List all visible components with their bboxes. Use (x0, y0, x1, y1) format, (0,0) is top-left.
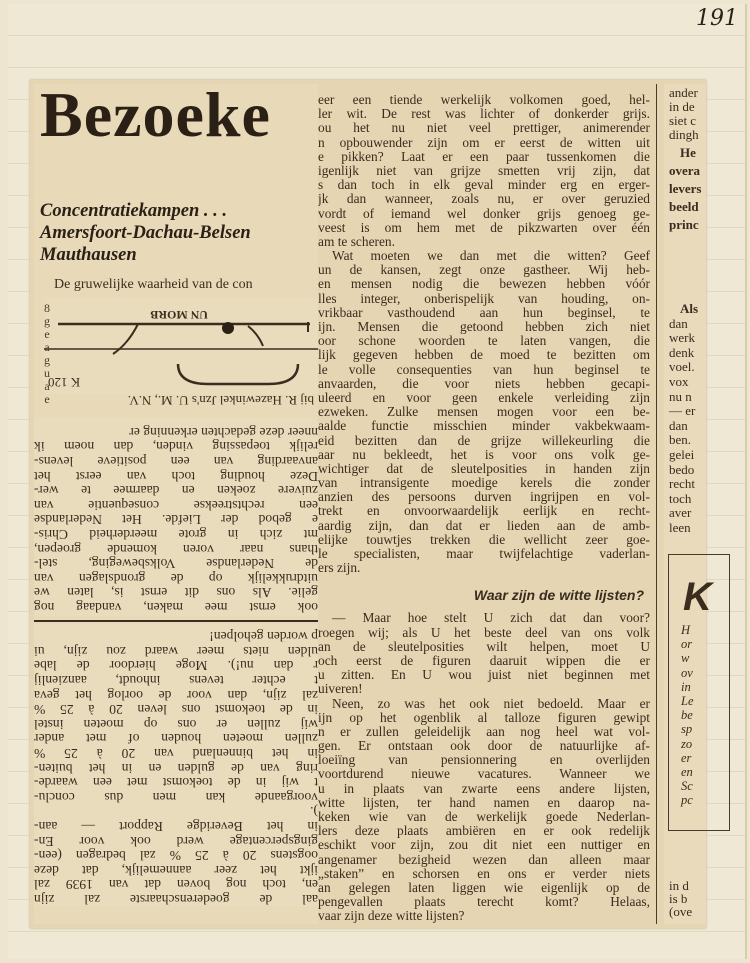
text-line: dingh (669, 127, 699, 142)
text-line: leen (669, 520, 691, 535)
text-line: — Maar hoe stelt U zich dat dan voor? (332, 610, 650, 626)
text-line: eer een tiende werkelijk volkomen goed, hel- (318, 92, 650, 107)
text-line: trekt en onvoorwaardelijk eerlijk en recht- (318, 503, 650, 519)
text-line: nneer deze gedachten erkenning er (129, 424, 318, 440)
text-line: le specialisten, maar twijfelachtige vaderlan- (318, 546, 650, 561)
text-line: en mensen nodig die bewezen hebben vóór (318, 276, 650, 292)
text-line: wij zullen er ons op moeten instel (34, 716, 318, 732)
article-title: Bezoeke (40, 79, 271, 150)
text-line: uitdrukkelijk op de grondslagen van (34, 570, 318, 586)
left-clipping (34, 79, 318, 924)
text-line: n er zullen geleidelijk aan nog heel wat vol- (318, 723, 650, 739)
text-line: lers deze plaats ambiëren en er ook redelijk (318, 823, 650, 839)
text-line: dan (669, 417, 688, 433)
text-line: an de sleutelposities wilt helpen, moet U (318, 638, 650, 654)
text-line: n opbouwender zijn om er eerst de witten uit (318, 134, 650, 150)
text-line: beeld (669, 199, 699, 214)
text-line: och eerst de figuren daaruit wippen die er (318, 652, 650, 668)
text-line: aal de goederenschaarste zal zijn (34, 892, 318, 907)
ad-text: bij R. Hazewinkel Jzn's U. M., N.V. (127, 393, 314, 408)
text-line: r dan nu!). Moge hierdoor de labe (34, 658, 318, 674)
text-line: t wij in de toekomst met een waarde- (34, 775, 318, 791)
text-line: in d (669, 878, 689, 893)
main-article-column (318, 93, 650, 924)
text-line: ook ernst mee maken, vandaag nog (34, 600, 318, 615)
text-line: ring van de gulden en in het buiten- (34, 760, 318, 776)
box-initial: K (683, 575, 712, 619)
text-line: Neen, zo was het ook niet bedoeld. Maar er (332, 695, 650, 711)
text-line: is b (669, 891, 688, 906)
text-line: in de (669, 99, 695, 114)
vertical-text-fragment: 8 g e a g u a e (44, 301, 50, 406)
text-line: ulden niets meer waard zou zijn, ui (34, 643, 318, 659)
text-line: zal zijn, dan voor de oorlog het geva (34, 687, 318, 703)
text-line: aardig zijn, dan dat er lieden aan de amb- (318, 517, 650, 533)
upside-down-text-lower (34, 624, 318, 906)
text-line: e gebod der Liefde. Het Nederlandse (34, 512, 318, 528)
text-line: toch (669, 490, 692, 506)
text-line: gelei (669, 447, 695, 462)
text-line: wichtiger dat de sleutelposities in handen zijn (318, 460, 650, 476)
text-line: er (681, 750, 692, 765)
text-line: Als (680, 301, 699, 316)
text-line: pc (681, 793, 693, 808)
text-line: gelie. Als ons dit ernst is, laten we (34, 585, 318, 601)
text-line: le volle consequenties van hun beginsel te (318, 361, 650, 377)
subtitle-line: Concentratiekampen . . . (40, 201, 228, 221)
text-line: vaar zijn deze witte lijsten? (318, 908, 465, 924)
text-line: loeiïng van pensionnering en overlijden (318, 752, 650, 768)
boxed-article (668, 554, 730, 831)
subtitle-line: Mauthausen (40, 245, 137, 265)
text-line: en (681, 765, 693, 779)
text-line: recht (669, 476, 695, 492)
text-line: nu n (669, 388, 692, 404)
column-divider (656, 84, 657, 924)
text-line: un de kansen, zegt onze gastheer. Wij heb- (318, 262, 650, 278)
text-line: zuivere zoeken en daarmee te wer- (34, 483, 318, 499)
text-line: zullen moeten houden of met ander (34, 731, 318, 747)
text-line: in het binnenland van 20 à 25 % (34, 746, 318, 762)
text-line: H (681, 623, 691, 637)
text-line: gen. Er ontstaan ook door de natuurlijke af- (318, 738, 650, 754)
text-line: roegen wij; als U het beste deel van ons volk (318, 624, 650, 640)
text-line: levers (669, 181, 702, 196)
text-line: Deze houding toch van eerst het (34, 468, 318, 484)
text-line: uiveren! (318, 681, 363, 697)
text-line: jk dan wanneer, zoals nu, er over geruzied (318, 191, 650, 207)
text-line: witte lijsten, ter hand namen en daarop na- (318, 794, 650, 810)
text-line: ijn op het ogenblik al talloze figuren gewipt (318, 709, 650, 725)
subtitle-line: Amersfoort-Dachau-Belsen (40, 223, 251, 243)
text-line: aver (669, 505, 692, 521)
text-line: He (680, 145, 696, 160)
text-line: uleerd en voor geen enkele verleiding zijn (318, 389, 650, 405)
right-column-fragment (664, 84, 712, 924)
text-line: (ove (669, 904, 693, 919)
text-line: in (681, 679, 691, 694)
text-line: oogstens 20 à 25 % zal bedragen (een- (34, 848, 318, 864)
text-line: van intransigente moedige kerels die zonder (318, 475, 650, 491)
text-line: ler wit. De rest was lichter of donkerder grijs. (318, 106, 650, 122)
text-line: vrikbaar vasthoudend aan hun beginsel, te (318, 304, 650, 320)
text-line: Sc (681, 779, 693, 794)
ad-code: K 120 (48, 375, 81, 390)
text-line: an gelegen laten liggen wie eigenlijk op de (318, 879, 650, 895)
text-line: in het Beveridge Rapport — aan- (34, 819, 318, 835)
text-line: Wat moeten we dan met die witten? Geef (332, 248, 650, 264)
text-line: anzien des persoons durven ingrijpen en vol- (318, 489, 650, 505)
text-line: anvaarding van een positieve levens- (34, 454, 318, 470)
text-line: eid bezitten dan de grijze willekeurling die (318, 432, 650, 448)
text-line: be (681, 708, 693, 723)
text-line: „staken” en schorsen en ons er verder niets (318, 865, 650, 881)
text-line: w (681, 651, 690, 666)
text-line: am te scheren. (318, 233, 395, 249)
cartoon-text: UN MORB (150, 308, 208, 322)
text-line: aar nu bekleedt, het is voor ons volk ge- (318, 446, 650, 462)
text-line: u zitten. En U wou juist niet beginnen met (318, 667, 650, 683)
text-line: in de toekomst ons leven 20 à 25 % (34, 702, 318, 718)
text-line: lijk gegeven hebben de moed te bezitten om (318, 347, 650, 363)
text-line: dan (669, 315, 688, 331)
text-line: aalde functie misschien minder vakbekwaam- (318, 418, 650, 434)
text-line: pengevallen plaats terecht komt? Helaas, (318, 894, 650, 910)
text-line: p worden geholpen! (209, 629, 318, 645)
text-line: ). (310, 804, 318, 820)
text-line: zo (681, 736, 693, 751)
text-line: lles integer, onberispelijk van houding, on- (318, 290, 650, 306)
text-line: u in plaats van zwarte eens andere lijsten, (318, 780, 650, 796)
text-line: oor schone woorden te laten vangen, die (318, 333, 650, 349)
text-line: ander (669, 85, 698, 100)
text-line: ben. (669, 432, 692, 448)
text-line: voel. (669, 359, 695, 375)
text-line: elijke touwtjes trekken die wellicht zeer goe- (318, 531, 650, 547)
divider-rule (34, 620, 318, 622)
text-line: de Nederlandse Volksbeweging, stel- (34, 556, 318, 572)
text-line: eschikt voor zijn, zou dit niet een nuttiger en (318, 837, 650, 853)
text-line: ezweken. Zulke mensen mogen voor een be- (318, 404, 650, 420)
text-line: ijkt het zeer aannemelijk, dat deze (34, 862, 318, 878)
spacer (318, 575, 650, 587)
text-line: relijk toepassing vinden, dan noem ik (34, 439, 318, 455)
text-line: ers zijn. (318, 560, 361, 576)
text-line: voorgaande kan men dus conclu- (34, 789, 318, 805)
text-line: thans naar voren komende groepen, (34, 541, 318, 557)
text-line: t echter tevens inhoudt, aanzienlij (34, 673, 318, 689)
text-line: een rechtstreekse consequentie van (34, 497, 318, 513)
text-line: ov (681, 665, 693, 680)
text-line: sp (681, 722, 693, 737)
upside-down-advertisement (44, 298, 318, 408)
text-line: Le (681, 694, 694, 708)
text-line: vox (669, 374, 689, 389)
article-subtitle (40, 200, 251, 266)
text-line: veest is om hem met de pikzwarten over één (318, 219, 650, 235)
text-line: ou het nu niet veel prettiger, animerender (318, 120, 650, 136)
text-line: vordt of iemand wel donker grijs genoeg ge- (318, 205, 650, 221)
text-line: en, toch nog boven dat van 1939 zal (34, 877, 318, 893)
text-line: princ (669, 217, 699, 232)
text-line: voortdurend nieuwe vacatures. Wanneer we (318, 766, 650, 782)
text-line: mt zich in grote meerderheid Chris- (34, 527, 318, 543)
page-number: 191 (696, 6, 738, 31)
section-subheading: Waar zijn de witte lijsten? (473, 587, 644, 604)
text-line: denk (669, 344, 695, 360)
text-line: bedo (669, 461, 695, 477)
text-line: igenlijk niet van grijze smetten vrij zijn, dat (318, 162, 650, 178)
text-line: keken wie van de werkelijk goede Nederlan- (318, 809, 650, 824)
text-line: s dan toch in elk geval minder erg en erger- (318, 177, 650, 193)
text-line: angenamer bezigheid wezen dan alleen maar (318, 851, 650, 867)
text-line: werk (669, 330, 695, 346)
text-line: anvaarden, die voor niets hebben gecapi- (318, 375, 650, 391)
text-line: gingspercentage werd ook voor En- (34, 833, 318, 849)
text-line: ijn. Mensen die getoond hebben zich niet (318, 319, 650, 334)
text-line: e pikken? Laat er een paar tussenkomen die (318, 148, 650, 164)
text-line: — er (669, 403, 696, 419)
text-line: overa (669, 163, 701, 178)
article-lead: De gruwelijke waarheid van de con (54, 277, 253, 292)
upside-down-text-upper (34, 418, 318, 616)
text-line: or (681, 637, 693, 652)
text-line: siet c (669, 113, 697, 128)
